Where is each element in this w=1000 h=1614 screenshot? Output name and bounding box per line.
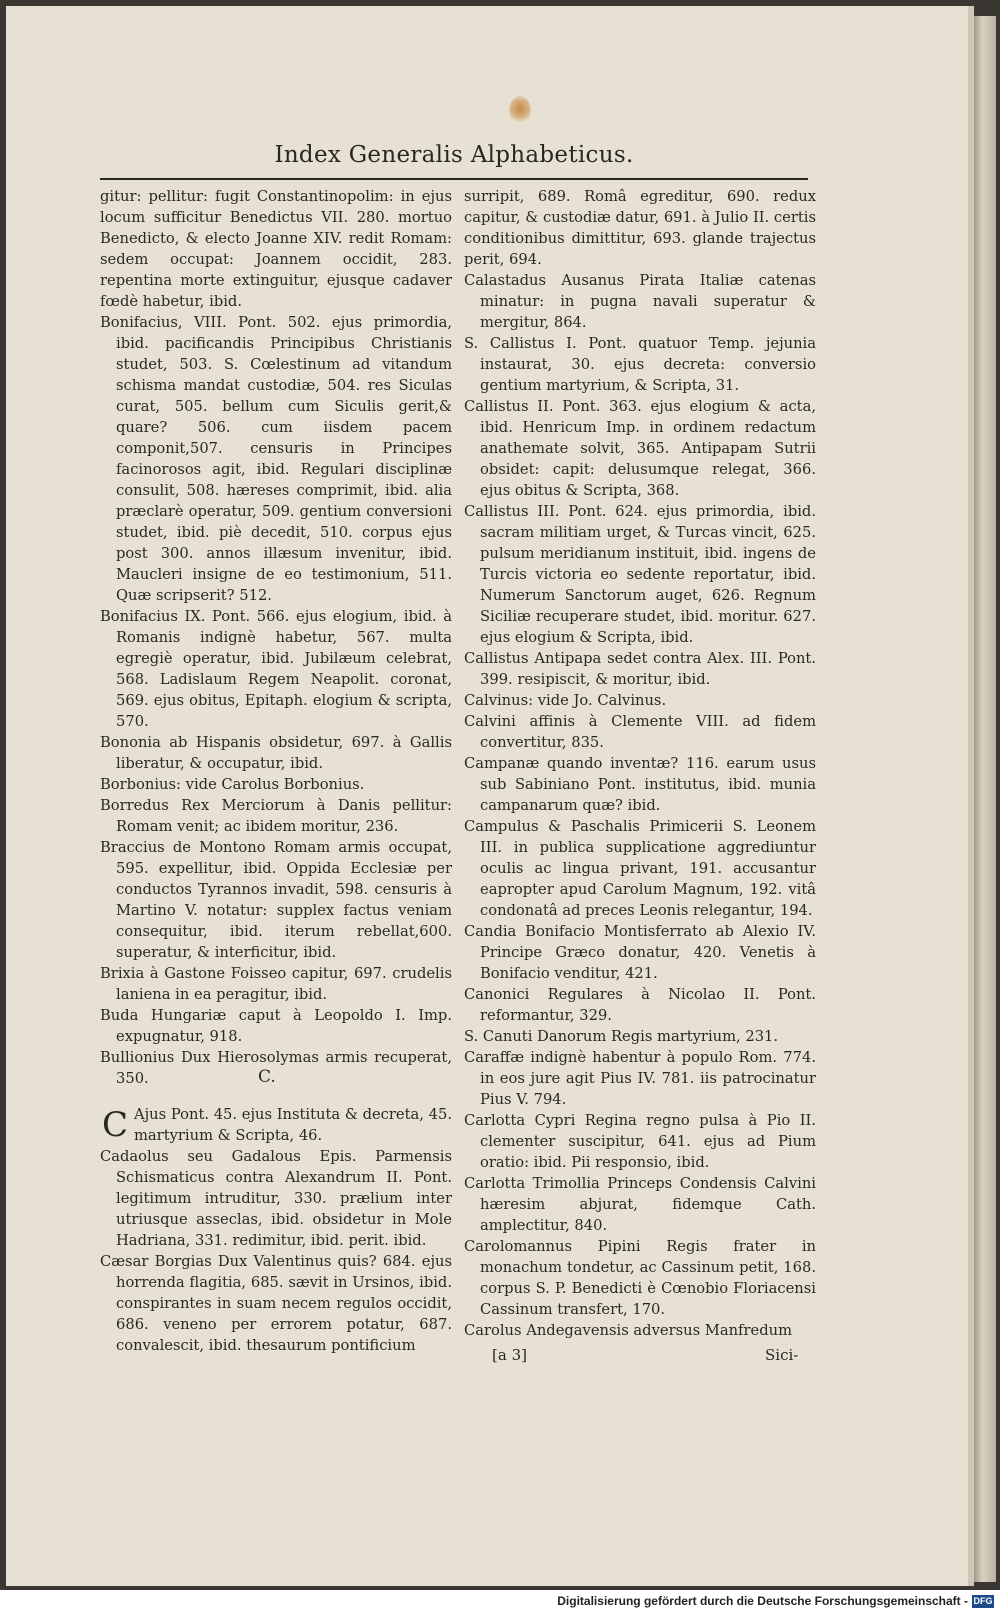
index-entry: Bullionius Dux Hierosolymas armis recuperat, 350. (100, 1049, 452, 1087)
index-entry: Cadaolus seu Gadalous Epis. Parmensis Schismaticus contra Alexandrum II. Pont. legitimum intruditur, 330. prælium inter utriusque asseclas, ibid. obsidetur in Mole Hadriana, 331. redimitur, ibid. perit. ibid. (100, 1148, 452, 1249)
index-entry: S. Canuti Danorum Regis martyrium, 231. (464, 1028, 779, 1045)
index-entry: Carolus Andegavensis adversus Manfredum (464, 1322, 792, 1339)
footer-credit: Digitalisierung gefördert durch die Deutsche Forschungsgemeinschaft - (557, 1594, 968, 1608)
index-entry: Calvini affinis à Clemente VIII. ad fidem convertitur, 835. (464, 713, 816, 751)
dfg-logo-icon: DFG (973, 1596, 993, 1606)
index-entry: Caraffæ indignè habentur à populo Rom. 774. in eos jure agit Pius IV. 781. iis patrocinatur Pius V. 794. (464, 1049, 816, 1108)
index-entry: surripit, 689. Româ egreditur, 690. redux capitur, & custodiæ datur, 691. à Julio II. certis conditionibus dimittitur, 693. glande trajectus perit, 694. (464, 188, 816, 268)
page-edge (974, 16, 996, 1582)
index-entry: Cæsar Borgias Dux Valentinus quis? 684. ejus horrenda flagitia, 685. sævit in Ursinos, ibid. conspirantes in suam necem regulos occidit, 686. veneno per errorem potatur, 687. convalescit, ibid. thesaurum pontificium (100, 1253, 452, 1354)
index-entry: Callistus III. Pont. 624. ejus primordia, ibid. sacram militiam urget, & Turcas vincit, 625. pulsum meridianum instituit, ibid. ingens de Turcis victoria eo sedente reportatur, ibid. Numerum Sanctorum auget, 626. Regnum Siciliæ recuperare studet, ibid. moritur. 627. ejus elogium & Scripta, ibid. (464, 503, 816, 646)
index-entry: Buda Hungariæ caput à Leopoldo I. Imp. expugnatur, 918. (100, 1007, 452, 1045)
index-entry: Callistus II. Pont. 363. ejus elogium & acta, ibid. Henricum Imp. in ordinem redactum anathemate solvit, 365. Antipapam Sutrii obsidet: capit: delusumque relegat, 366. ejus obitus & Scripta, 368. (464, 398, 816, 499)
section-letter: C. (258, 1067, 276, 1087)
index-entry: Calvinus: vide Jo. Calvinus. (464, 692, 667, 709)
index-entry: Braccius de Montono Romam armis occupat, 595. expellitur, ibid. Oppida Ecclesiæ per conductos Tyrannos invadit, 598. censuris à Martino V. notatur: supplex factus veniam consequitur, ibid. iterum rebellat,600. superatur, & interficitur, ibid. (100, 839, 452, 961)
index-entry: Bonifacius IX. Pont. 566. ejus elogium, ibid. à Romanis indignè habetur, 567. multa egregiè operatur, ibid. Jubilæum celebrat, 568. Ladislaum Regem Neapolit. coronat, 569. ejus obitus, Epitaph. elogium & scripta, 570. (100, 608, 452, 730)
index-entry: Campulus & Paschalis Primicerii S. Leonem III. in publica supplicatione aggrediuntur oculis ac lingua privant, 191. accusantur eapropter apud Carolum Magnum, 192. vitâ condonatâ ad preces Leonis relegantur, 194. (464, 818, 816, 919)
index-entry: Borredus Rex Merciorum à Danis pellitur: Romam venit; ac ibidem moritur, 236. (100, 797, 452, 835)
running-header: Index Generalis Alphabeticus. (274, 142, 634, 168)
index-entry: Carlotta Trimollia Princeps Condensis Calvini hæresim abjurat, fidemque Cath. amplectitur, 840. (464, 1175, 816, 1234)
index-entry: Calastadus Ausanus Pirata Italiæ catenas minatur: in pugna navali superatur & mergitur, 864. (464, 272, 816, 331)
ink-stain (509, 96, 531, 124)
index-entry: gitur: pellitur: fugit Constantinopolim: in ejus locum sufficitur Benedictus VII. 280. mortuo Benedicto, & electo Joanne XIV. redit Romam: sedem occupat: Joannem occidit, 283. repentina morte extinguitur, ejusque cadaver fœdè habetur, ibid. (100, 188, 452, 310)
footer-bar (0, 1590, 1000, 1614)
index-entry: Borbonius: vide Carolus Borbonius. (100, 776, 365, 793)
index-entry: Carlotta Cypri Regina regno pulsa à Pio II. clementer suscipitur, 641. ejus ad Pium oratio: ibid. Pii responsio, ibid. (464, 1112, 816, 1171)
signature-mark: [a 3] (492, 1346, 527, 1364)
header-rule (100, 178, 808, 180)
index-entry: Brixia à Gastone Foisseo capitur, 697. crudelis laniena in ea peragitur, ibid. (100, 965, 452, 1003)
index-entry: S. Callistus I. Pont. quatuor Temp. jejunia instaurat, 30. ejus decreta: conversio gentium martyrium, & Scripta, 31. (464, 335, 816, 394)
left-column (100, 186, 452, 1089)
index-entry: Callistus Antipapa sedet contra Alex. III. Pont. 399. resipiscit, & moritur, ibid. (464, 650, 816, 688)
right-column (464, 186, 816, 1341)
catchword: Sici- (765, 1346, 799, 1364)
drop-initial: C (102, 1105, 129, 1145)
left-column-c-section (100, 1104, 452, 1356)
index-entry: Carolomannus Pipini Regis frater in monachum tondetur, ac Cassinum petit, 168. corpus S. P. Benedicti è Cœnobio Floriacensi Cassinum transfert, 170. (464, 1238, 816, 1318)
index-entry: Canonici Regulares à Nicolao II. Pont. reformantur, 329. (464, 986, 816, 1024)
index-entry: Candia Bonifacio Montisferrato ab Alexio IV. Principe Græco donatur, 420. Venetis à Bonifacio venditur, 421. (464, 923, 816, 982)
index-entry: Campanæ quando inventæ? 116. earum usus sub Sabiniano Pont. institutus, ibid. munia campanarum quæ? ibid. (464, 755, 816, 814)
index-entry: Bononia ab Hispanis obsidetur, 697. à Gallis liberatur, & occupatur, ibid. (100, 734, 452, 772)
index-entry: Bonifacius, VIII. Pont. 502. ejus primordia, ibid. pacificandis Principibus Christianis studet, 503. S. Cœlestinum ad vitandum schisma mandat custodiæ, 504. res Siculas curat, 505. bellum cum Siculis gerit,& quare? 506. cum iisdem pacem componit,507. censuris in Principes facinorosos agit, ibid. Regulari disciplinæ consulit, 508. hæreses comprimit, ibid. alia præclarè operatur, 509. gentium conversioni studet, ibid. piè decedit, 510. corpus ejus post 300. annos illæsum invenitur, ibid. Maucleri insigne de eo testimonium, 511. Quæ scripserit? 512. (100, 314, 452, 604)
index-entry: Ajus Pont. 45. ejus Instituta & decreta, 45. martyrium & Scripta, 46. (134, 1106, 452, 1144)
